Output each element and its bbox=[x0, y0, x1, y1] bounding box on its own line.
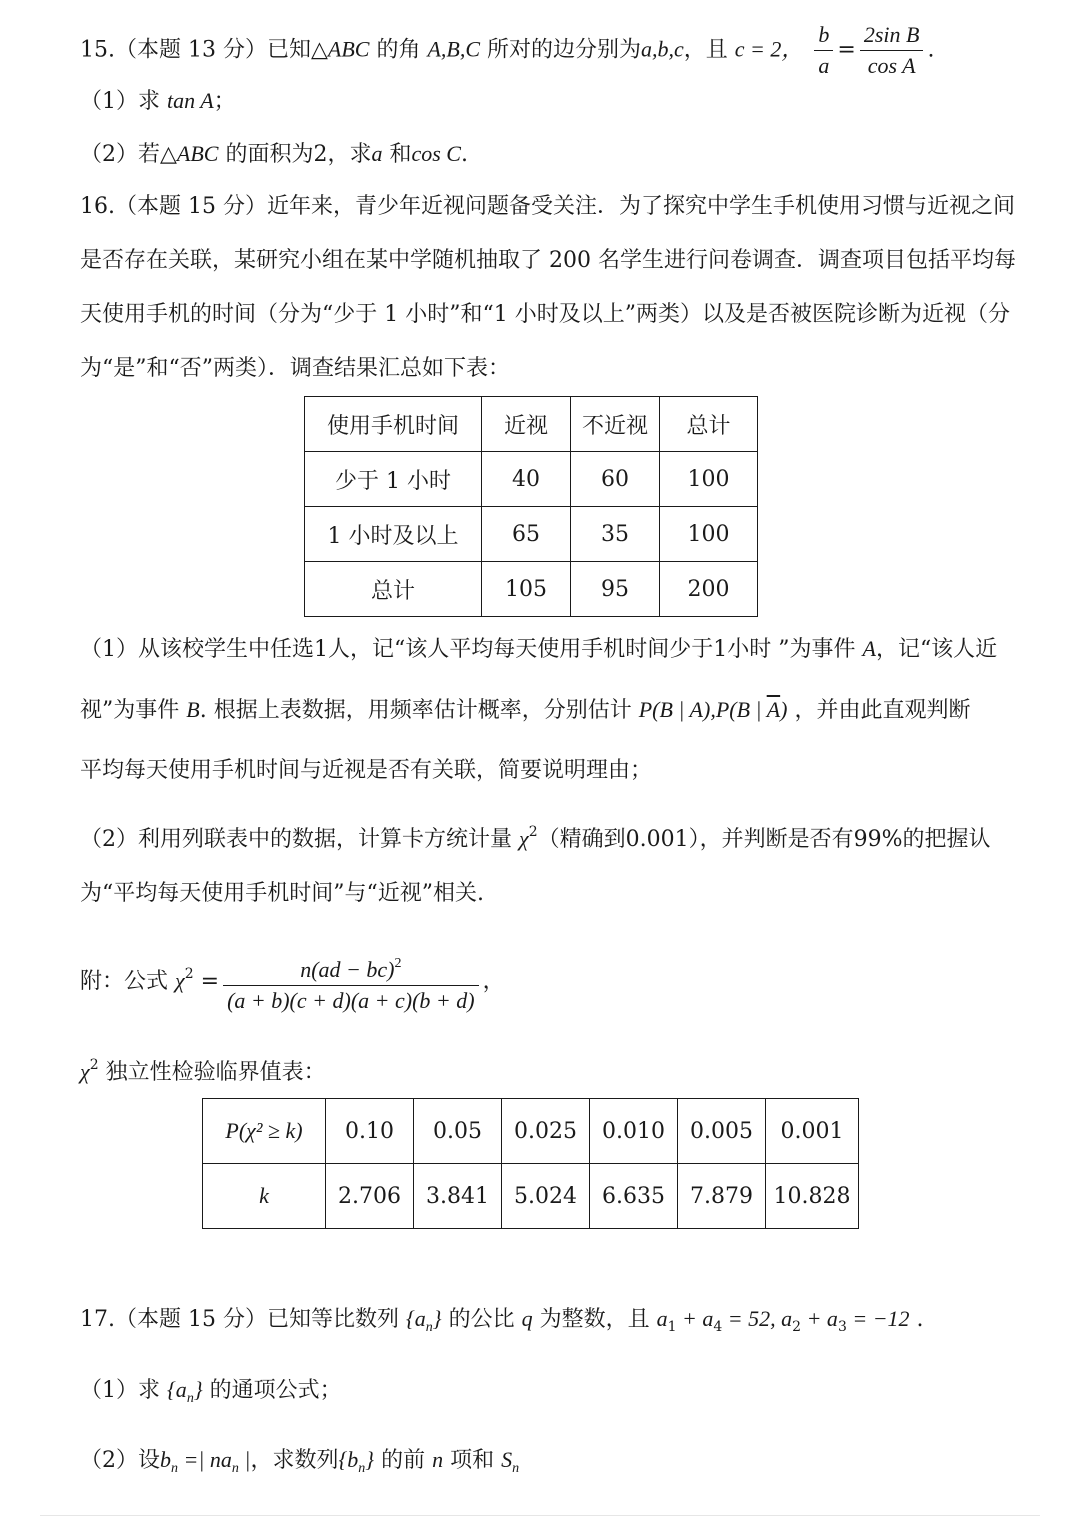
q17-p2-nn: n bbox=[432, 1447, 444, 1472]
table-cell: 3.841 bbox=[414, 1164, 502, 1229]
table-cell: 0.010 bbox=[590, 1099, 678, 1164]
q17-p2-abs: | bbox=[238, 1447, 251, 1472]
q15-p2-cos: cos C bbox=[411, 141, 461, 166]
q17-p2-seq: {b bbox=[338, 1447, 359, 1472]
q17-eq2: = −12 bbox=[846, 1306, 910, 1331]
q17-p1-label: （1）求 bbox=[80, 1378, 160, 1403]
formula-label: 附：公式 bbox=[80, 969, 169, 994]
q17-part1 bbox=[80, 1373, 342, 1416]
q16-p1-prob1: P(B | A),P(B | bbox=[638, 697, 767, 722]
q16-p1-Abar: $\overline{A}$ bbox=[766, 697, 781, 722]
page-bottom-rule bbox=[40, 1515, 1040, 1516]
q17-p1-end: 的通项公式； bbox=[202, 1378, 342, 1403]
q16-part2-line1 bbox=[80, 815, 991, 857]
q17-p2-S: S bbox=[501, 1447, 513, 1472]
q16-line3: 天使用手机的时间（分为“少于 1 小时”和“1 小时及以上”两类）以及是否被医院诊断为近视（分 bbox=[80, 302, 1010, 327]
q16-line2: 是否存在关联，某研究小组在某中学随机抽取了 200 名学生进行问卷调查．调查项目包括平均每 bbox=[80, 248, 1016, 273]
formula-denominator: (a + b)(c + d)(a + c)(b + d) bbox=[227, 987, 475, 1013]
q16-formula bbox=[80, 944, 505, 1016]
table-cell: k bbox=[203, 1164, 326, 1229]
q17-a: a bbox=[656, 1306, 668, 1331]
q17-sub3: 3 bbox=[837, 1319, 847, 1335]
q15-lead: 15.（本题 13 分）已知△ bbox=[80, 37, 328, 63]
q17-part2 bbox=[80, 1443, 519, 1486]
table-cell: 100 bbox=[660, 507, 758, 562]
table-cell: 40 bbox=[482, 452, 571, 507]
q17-p2-mid: ，求数列 bbox=[250, 1448, 339, 1473]
q17-seq: {a bbox=[405, 1306, 426, 1331]
table-header-row bbox=[305, 397, 758, 452]
q17-p2-an: n bbox=[231, 1461, 239, 1476]
table-header-cell: 不近视 bbox=[571, 397, 660, 452]
q16-p1-eventB: B bbox=[186, 697, 200, 722]
q15-mid2: 所对的边分别为 bbox=[480, 37, 642, 63]
q17-eq1: = 52, a bbox=[722, 1306, 793, 1331]
q16-part1-line2 bbox=[80, 693, 970, 728]
table-cell: 0.025 bbox=[502, 1099, 590, 1164]
formula-numerator bbox=[223, 949, 479, 986]
table-cell: P(χ² ≥ k) bbox=[203, 1099, 326, 1164]
crit-chi: χ bbox=[80, 1059, 90, 1084]
q15-frac-left-num: b bbox=[814, 20, 833, 51]
q15-part2 bbox=[80, 137, 468, 172]
critical-value-table bbox=[202, 1098, 859, 1229]
q15-abc: ABC bbox=[327, 36, 370, 62]
formula-chi-sq: 2 bbox=[184, 966, 194, 982]
q17-p2-eq: =| na bbox=[178, 1447, 232, 1472]
q15-p2-label: （2）若△ bbox=[80, 142, 177, 167]
q15-frac-right bbox=[860, 20, 924, 81]
table-cell: 7.879 bbox=[678, 1164, 766, 1229]
q17-p1-close: } bbox=[193, 1377, 203, 1402]
table-row bbox=[305, 562, 758, 617]
q15-angles: A,B,C bbox=[427, 36, 481, 62]
table-header-cell: 近视 bbox=[482, 397, 571, 452]
q17-seq-n: n bbox=[425, 1320, 433, 1335]
q15-p1-end: ； bbox=[213, 89, 236, 114]
table-cell: 0.05 bbox=[414, 1099, 502, 1164]
table-cell: 0.005 bbox=[678, 1099, 766, 1164]
q15-p1-label: （1）求 bbox=[80, 89, 160, 114]
q17-p2-close: } bbox=[365, 1447, 375, 1472]
q15-sides: a,b,c bbox=[641, 36, 684, 62]
table-row bbox=[203, 1164, 859, 1229]
crit-title bbox=[80, 1048, 326, 1090]
formula-end: ， bbox=[482, 969, 505, 994]
q15-p2-mid: 的面积为2，求 bbox=[218, 142, 372, 167]
q17-end: . bbox=[909, 1307, 924, 1332]
table-cell: 1 小时及以上 bbox=[305, 507, 482, 562]
table-cell: 95 bbox=[571, 562, 660, 617]
q16-p1-l2b: . 根据上表数据，用频率估计概率，分别估计 bbox=[199, 698, 632, 723]
table-cell: 105 bbox=[482, 562, 571, 617]
q15-p2-and: 和 bbox=[382, 142, 412, 167]
q15-p1-math: tan A bbox=[167, 88, 214, 113]
q15-part1 bbox=[80, 84, 236, 119]
formula-chi: χ bbox=[175, 968, 185, 993]
q15-p2-a: a bbox=[371, 141, 383, 166]
q15-frac-right-num: 2sin B bbox=[860, 20, 924, 51]
q17-p2-bn: n bbox=[171, 1461, 178, 1476]
q16-part1-line3: 平均每天使用手机时间与近视是否有关联，简要说明理由； bbox=[80, 758, 653, 783]
table-header-cell: 总计 bbox=[660, 397, 758, 452]
formula-num-sq: 2 bbox=[394, 955, 402, 971]
table-cell: 35 bbox=[571, 507, 660, 562]
table-cell: 200 bbox=[660, 562, 758, 617]
q15-mid1: 的角 bbox=[369, 37, 428, 63]
contingency-table bbox=[304, 396, 758, 617]
table-cell: 6.635 bbox=[590, 1164, 678, 1229]
q17-p2-mid2: 的前 bbox=[374, 1448, 426, 1473]
q16-p1-l2a: 视”为事件 bbox=[80, 698, 180, 723]
q16-chi: χ bbox=[519, 826, 529, 851]
q17-q: q bbox=[521, 1306, 533, 1331]
q15-eq: = bbox=[837, 37, 856, 63]
q16-p2-l1a: （2）利用列联表中的数据，计算卡方统计量 bbox=[80, 827, 512, 852]
formula-fraction bbox=[223, 949, 479, 1016]
q17-mid: 的公比 bbox=[441, 1307, 515, 1332]
q17-p1-seq: {a bbox=[167, 1377, 187, 1402]
q17-p2-b: b bbox=[160, 1447, 171, 1472]
q16-part1-line1 bbox=[80, 632, 997, 667]
q17-p2-label: （2）设 bbox=[80, 1448, 160, 1473]
table-cell: 10.828 bbox=[766, 1164, 859, 1229]
q17-p1-n: n bbox=[186, 1391, 194, 1406]
table-row bbox=[305, 507, 758, 562]
q15-c-eq: c = 2， bbox=[734, 36, 804, 62]
q16-part2-line2: 为“平均每天使用手机时间”与“近视”相关. bbox=[80, 881, 484, 906]
table-cell: 60 bbox=[571, 452, 660, 507]
table-cell: 0.001 bbox=[766, 1099, 859, 1164]
q16-p1-l1b: ，记“该人近 bbox=[875, 637, 998, 662]
table-cell: 2.706 bbox=[326, 1164, 414, 1229]
q17-sub1: 1 bbox=[667, 1319, 677, 1335]
q16-p2-l1b: （精确到0.001），并判断是否有99%的把握认 bbox=[537, 827, 991, 852]
q16-chi-sq: 2 bbox=[528, 824, 538, 840]
q17-sub2: 2 bbox=[792, 1319, 802, 1335]
q15-stem bbox=[80, 20, 934, 81]
q15-p2-abc: ABC bbox=[176, 141, 219, 166]
table-cell: 0.10 bbox=[326, 1099, 414, 1164]
q17-sub4: 4 bbox=[713, 1319, 723, 1335]
q16-line1: 16.（本题 15 分）近年来，青少年近视问题备受关注．为了探究中学生手机使用习惯与近视之间 bbox=[80, 194, 1015, 219]
formula-eq: = bbox=[200, 969, 220, 994]
formula-num-text: n(ad − bc) bbox=[300, 956, 395, 982]
table-row bbox=[203, 1099, 859, 1164]
q17-seq-close: } bbox=[432, 1306, 442, 1331]
q17-plus2: + a bbox=[801, 1306, 838, 1331]
q15-frac-right-den: cos A bbox=[867, 53, 916, 78]
q15-p2-end: . bbox=[460, 142, 468, 167]
crit-title-text: 独立性检验临界值表： bbox=[105, 1060, 326, 1085]
q16-p1-l1a: （1）从该校学生中任选1人，记“该人平均每天使用手机时间少于1小时 ”为事件 bbox=[80, 637, 856, 662]
q15-frac-left-den: a bbox=[818, 53, 830, 78]
table-cell: 100 bbox=[660, 452, 758, 507]
table-header-cell: 使用手机时间 bbox=[305, 397, 482, 452]
crit-chi-sq: 2 bbox=[89, 1057, 99, 1073]
q16-p1-prob2: ) bbox=[780, 697, 788, 722]
q17-p2-Sn: n bbox=[512, 1461, 520, 1476]
table-cell: 65 bbox=[482, 507, 571, 562]
q17-stem bbox=[80, 1302, 924, 1345]
q16-line4: 为“是”和“否”两类）．调查结果汇总如下表： bbox=[80, 356, 510, 381]
q15-frac-left bbox=[814, 20, 833, 81]
q16-p1-l2c: ，并由此直观判断 bbox=[794, 698, 971, 723]
table-cell: 总计 bbox=[305, 562, 482, 617]
q16-p1-eventA: A bbox=[862, 636, 876, 661]
q17-p2-mid3: 项和 bbox=[443, 1448, 495, 1473]
table-row bbox=[305, 452, 758, 507]
q17-p2-sn: n bbox=[358, 1461, 366, 1476]
q17-lead: 17.（本题 15 分）已知等比数列 bbox=[80, 1307, 399, 1332]
q15-end: . bbox=[927, 37, 935, 63]
q15-mid3: ，且 bbox=[683, 37, 728, 63]
table-cell: 5.024 bbox=[502, 1164, 590, 1229]
table-cell: 少于 1 小时 bbox=[305, 452, 482, 507]
q17-plus1: + a bbox=[676, 1306, 714, 1331]
q17-mid2: 为整数，且 bbox=[532, 1307, 650, 1332]
